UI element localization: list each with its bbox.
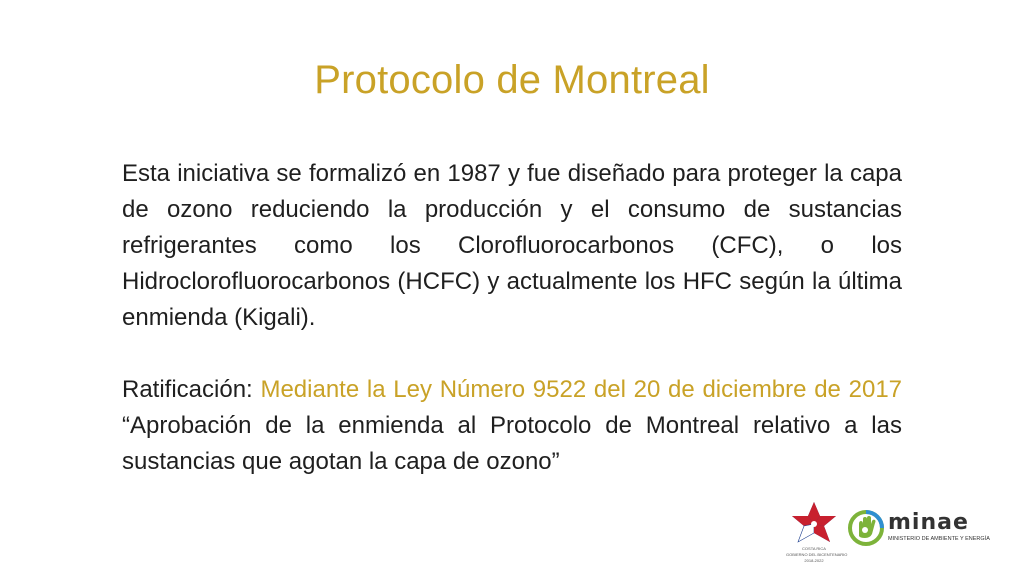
costa-rica-caption-2: GOBIERNO DEL BICENTENARIO	[786, 552, 848, 557]
ratification-law-reference: Mediante la Ley Número 9522 del 20 de diciembre de 2017	[260, 376, 903, 403]
ratification-paragraph	[122, 372, 902, 480]
slide-body	[122, 156, 902, 480]
ratification-description: “Aprobación de la enmienda al Protocolo de Montreal relativo a las sustancias que agotan la capa de ozono”	[122, 412, 902, 475]
costa-rica-caption-1: COSTA RICA	[802, 546, 826, 551]
minae-logo	[846, 506, 990, 550]
description-paragraph: Esta iniciativa se formalizó en 1987 y fue diseñado para proteger la capa de ozono reduciendo la producción y el consumo de sustancias refrigerantes como los Clorofluorocarbonos (CFC), o los Hidroclorofluorocarbonos (HCFC) y actualmente los HFC según la última enmienda (Kigali).	[122, 160, 902, 331]
ratification-label: Ratificación:	[122, 376, 261, 403]
minae-wordmark: minae	[888, 510, 969, 535]
slide-title: Protocolo de Montreal	[314, 58, 710, 102]
minae-subtitle: MINISTERIO DE AMBIENTE Y ENERGÍA	[888, 536, 990, 542]
costa-rica-star-icon	[786, 500, 842, 546]
minae-hand-leaf-icon	[846, 506, 886, 550]
costa-rica-government-logo	[786, 500, 848, 568]
costa-rica-caption-3: 2018-2022	[804, 558, 824, 563]
